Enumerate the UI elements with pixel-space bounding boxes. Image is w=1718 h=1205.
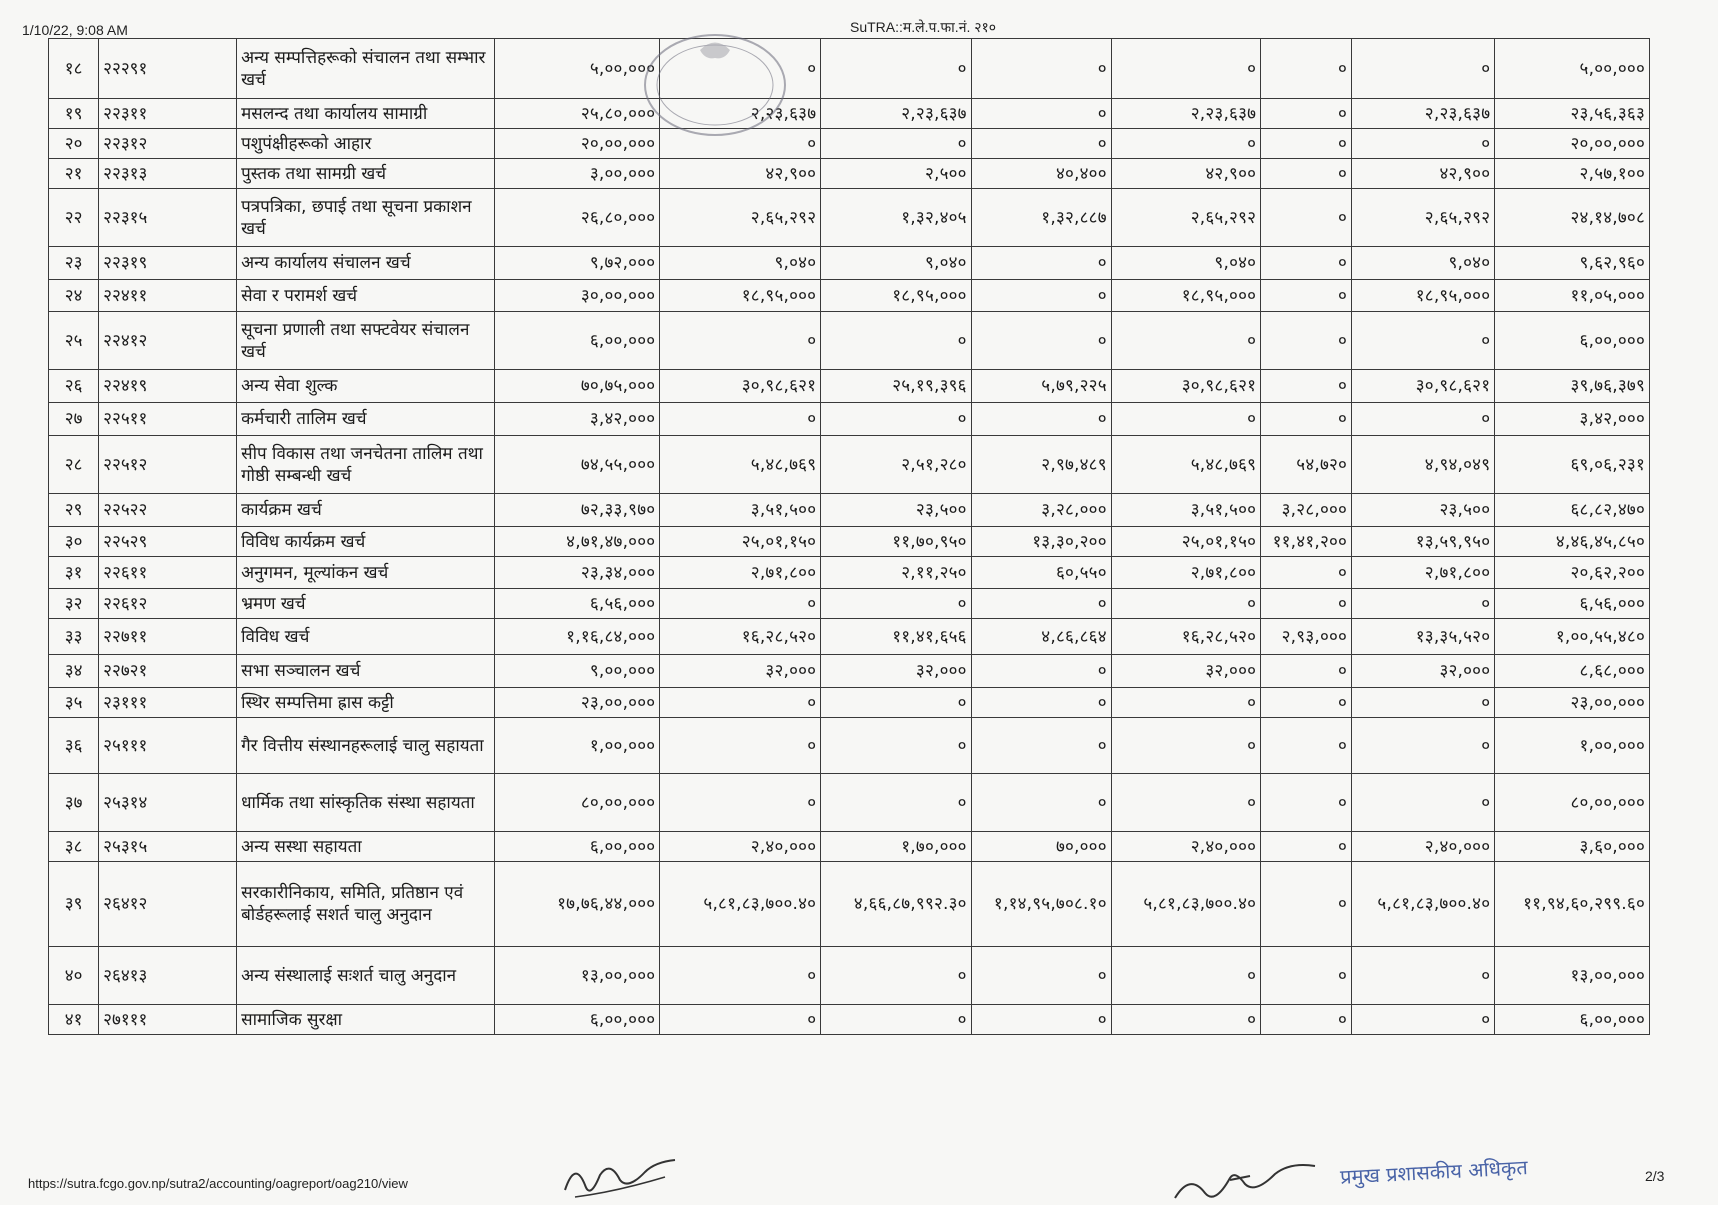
row-serial-number: ३४ — [49, 655, 99, 688]
amount-cell: २४,१४,७०८ — [1495, 189, 1650, 247]
amount-cell: ० — [821, 774, 971, 832]
amount-cell: ० — [1261, 557, 1352, 589]
amount-cell: ० — [660, 688, 821, 718]
amount-cell: ३०,९८,६२१ — [1111, 370, 1260, 403]
amount-cell: २,९३,००० — [1261, 619, 1352, 655]
amount-cell: २०,००,००० — [495, 129, 660, 159]
amount-cell: ५,४८,७६९ — [660, 436, 821, 494]
amount-cell: ४,६६,८७,९९२.३० — [821, 862, 971, 947]
source-url: https://sutra.fcgo.gov.np/sutra2/accounting/oagreport/oag210/view — [28, 1176, 408, 1191]
budget-code: २२४११ — [99, 280, 237, 312]
amount-cell: १३,३०,२०० — [971, 527, 1111, 557]
expense-heading: कार्यक्रम खर्च — [237, 494, 495, 527]
amount-cell: ३,२८,००० — [971, 494, 1111, 527]
amount-cell: २,५७,१०० — [1495, 159, 1650, 189]
row-serial-number: ३३ — [49, 619, 99, 655]
amount-cell: १७,७६,४४,००० — [495, 862, 660, 947]
table-row — [49, 619, 1650, 655]
budget-code: २७१११ — [99, 1005, 237, 1035]
amount-cell: २,७१,८०० — [660, 557, 821, 589]
amount-cell: ० — [1261, 774, 1352, 832]
table-row — [49, 370, 1650, 403]
row-serial-number: ३९ — [49, 862, 99, 947]
amount-cell: ० — [660, 403, 821, 436]
table-row — [49, 247, 1650, 280]
amount-cell: १३,५९,९५० — [1352, 527, 1495, 557]
budget-code: २२५२९ — [99, 527, 237, 557]
table-row — [49, 718, 1650, 774]
amount-cell: ० — [971, 99, 1111, 129]
expense-heading: अन्य कार्यालय संचालन खर्च — [237, 247, 495, 280]
amount-cell: ५,८१,८३,७००.४० — [1111, 862, 1260, 947]
amount-cell: २,६५,२९२ — [1352, 189, 1495, 247]
amount-cell: २५,८०,००० — [495, 99, 660, 129]
row-serial-number: २९ — [49, 494, 99, 527]
amount-cell: १,१६,८४,००० — [495, 619, 660, 655]
budget-code: २२३१५ — [99, 189, 237, 247]
row-serial-number: २७ — [49, 403, 99, 436]
table-row — [49, 39, 1650, 99]
amount-cell: ० — [821, 947, 971, 1005]
amount-cell: ३,५१,५०० — [1111, 494, 1260, 527]
row-serial-number: १८ — [49, 39, 99, 99]
amount-cell: ० — [1261, 159, 1352, 189]
amount-cell: ० — [971, 718, 1111, 774]
row-serial-number: २३ — [49, 247, 99, 280]
amount-cell: २,११,२५० — [821, 557, 971, 589]
amount-cell: ३,४२,००० — [1495, 403, 1650, 436]
amount-cell: ७२,३३,९७० — [495, 494, 660, 527]
amount-cell: ० — [1261, 1005, 1352, 1035]
budget-code: २२५२२ — [99, 494, 237, 527]
expense-heading: मसलन्द तथा कार्यालय सामाग्री — [237, 99, 495, 129]
amount-cell: २३,००,००० — [1495, 688, 1650, 718]
expense-heading: विविध कार्यक्रम खर्च — [237, 527, 495, 557]
amount-cell: ५,८१,८३,७००.४० — [660, 862, 821, 947]
amount-cell: ० — [971, 280, 1111, 312]
amount-cell: ० — [660, 1005, 821, 1035]
amount-cell: ४,७१,४७,००० — [495, 527, 660, 557]
amount-cell: ९,०४० — [1111, 247, 1260, 280]
amount-cell: १८,९५,००० — [821, 280, 971, 312]
amount-cell: ५,८१,८३,७००.४० — [1352, 862, 1495, 947]
table-row — [49, 280, 1650, 312]
amount-cell: ० — [821, 688, 971, 718]
row-serial-number: ३८ — [49, 832, 99, 862]
amount-cell: २३,५०० — [1352, 494, 1495, 527]
amount-cell: ० — [821, 39, 971, 99]
amount-cell: ० — [971, 39, 1111, 99]
row-serial-number: ३६ — [49, 718, 99, 774]
row-serial-number: ३२ — [49, 589, 99, 619]
expense-heading: सभा सञ्चालन खर्च — [237, 655, 495, 688]
amount-cell: ० — [821, 1005, 971, 1035]
row-serial-number: ३५ — [49, 688, 99, 718]
amount-cell: ३२,००० — [821, 655, 971, 688]
amount-cell: ० — [971, 312, 1111, 370]
table-body — [49, 39, 1650, 1035]
amount-cell: ९,७२,००० — [495, 247, 660, 280]
table-row — [49, 527, 1650, 557]
amount-cell: ४,९४,०४९ — [1352, 436, 1495, 494]
amount-cell: ० — [1261, 39, 1352, 99]
amount-cell: २,४०,००० — [660, 832, 821, 862]
amount-cell: ० — [1352, 403, 1495, 436]
amount-cell: १८,९५,००० — [1352, 280, 1495, 312]
expense-heading: सूचना प्रणाली तथा सफ्टवेयर संचालन खर्च — [237, 312, 495, 370]
amount-cell: १,३२,४०५ — [821, 189, 971, 247]
table-row — [49, 159, 1650, 189]
amount-cell: ३,६०,००० — [1495, 832, 1650, 862]
amount-cell: २५,१९,३९६ — [821, 370, 971, 403]
amount-cell: ६,००,००० — [495, 832, 660, 862]
row-serial-number: २५ — [49, 312, 99, 370]
amount-cell: ० — [971, 589, 1111, 619]
row-serial-number: २४ — [49, 280, 99, 312]
amount-cell: ४,४६,४५,८५० — [1495, 527, 1650, 557]
row-serial-number: ३७ — [49, 774, 99, 832]
page-number: 2/3 — [1645, 1168, 1665, 1184]
amount-cell: ६,००,००० — [495, 1005, 660, 1035]
amount-cell: ४२,९०० — [1111, 159, 1260, 189]
row-serial-number: २८ — [49, 436, 99, 494]
expense-heading: पत्रपत्रिका, छपाई तथा सूचना प्रकाशन खर्च — [237, 189, 495, 247]
amount-cell: १,७०,००० — [821, 832, 971, 862]
amount-cell: ३०,९८,६२१ — [1352, 370, 1495, 403]
amount-cell: ० — [1352, 947, 1495, 1005]
amount-cell: ० — [1261, 655, 1352, 688]
expenditure-table — [48, 38, 1650, 1035]
amount-cell: ० — [1352, 1005, 1495, 1035]
amount-cell: ० — [660, 774, 821, 832]
amount-cell: ८०,००,००० — [1495, 774, 1650, 832]
amount-cell: ६,००,००० — [1495, 312, 1650, 370]
amount-cell: २,६५,२९२ — [660, 189, 821, 247]
amount-cell: २,२३,६३७ — [821, 99, 971, 129]
amount-cell: २,४०,००० — [1352, 832, 1495, 862]
amount-cell: ० — [971, 1005, 1111, 1035]
amount-cell: ९,०४० — [1352, 247, 1495, 280]
row-serial-number: २१ — [49, 159, 99, 189]
amount-cell: ० — [971, 655, 1111, 688]
amount-cell: ० — [1261, 688, 1352, 718]
amount-cell: ० — [1111, 718, 1260, 774]
expense-heading: भ्रमण खर्च — [237, 589, 495, 619]
budget-code: २५१११ — [99, 718, 237, 774]
amount-cell: ० — [971, 247, 1111, 280]
budget-code: २२४१९ — [99, 370, 237, 403]
amount-cell: ० — [821, 129, 971, 159]
amount-cell: ११,९४,६०,२९९.६० — [1495, 862, 1650, 947]
amount-cell: ० — [1111, 39, 1260, 99]
table-row — [49, 99, 1650, 129]
amount-cell: ८०,००,००० — [495, 774, 660, 832]
amount-cell: ७०,००० — [971, 832, 1111, 862]
amount-cell: १,००,००० — [1495, 718, 1650, 774]
amount-cell: ० — [1352, 39, 1495, 99]
amount-cell: २,२३,६३७ — [1111, 99, 1260, 129]
amount-cell: ३९,७६,३७९ — [1495, 370, 1650, 403]
amount-cell: ५,४८,७६९ — [1111, 436, 1260, 494]
amount-cell: ३,४२,००० — [495, 403, 660, 436]
budget-code: २२६११ — [99, 557, 237, 589]
amount-cell: २३,५६,३६३ — [1495, 99, 1650, 129]
amount-cell: ० — [1261, 589, 1352, 619]
budget-code: २६४१३ — [99, 947, 237, 1005]
amount-cell: २६,८०,००० — [495, 189, 660, 247]
expense-heading: कर्मचारी तालिम खर्च — [237, 403, 495, 436]
amount-cell: ९,००,००० — [495, 655, 660, 688]
budget-code: २२७२१ — [99, 655, 237, 688]
signature-right — [1170, 1160, 1350, 1205]
amount-cell: २३,३४,००० — [495, 557, 660, 589]
amount-cell: ० — [971, 688, 1111, 718]
amount-cell: ११,४१,६५६ — [821, 619, 971, 655]
amount-cell: २३,५०० — [821, 494, 971, 527]
table-row — [49, 947, 1650, 1005]
amount-cell: २,२३,६३७ — [1352, 99, 1495, 129]
expense-heading: पुस्तक तथा सामग्री खर्च — [237, 159, 495, 189]
amount-cell: ० — [1261, 718, 1352, 774]
amount-cell: ११,४१,२०० — [1261, 527, 1352, 557]
amount-cell: ० — [1261, 129, 1352, 159]
amount-cell: ० — [660, 39, 821, 99]
amount-cell: २५,०१,१५० — [1111, 527, 1260, 557]
amount-cell: ० — [1111, 774, 1260, 832]
amount-cell: ० — [1352, 312, 1495, 370]
amount-cell: १,१४,९५,७०८.१० — [971, 862, 1111, 947]
amount-cell: २,५१,२८० — [821, 436, 971, 494]
amount-cell: ६,५६,००० — [495, 589, 660, 619]
row-serial-number: २० — [49, 129, 99, 159]
amount-cell: ३२,००० — [1352, 655, 1495, 688]
amount-cell: ६,५६,००० — [1495, 589, 1650, 619]
budget-code: २२३१९ — [99, 247, 237, 280]
amount-cell: ० — [660, 718, 821, 774]
table-row — [49, 862, 1650, 947]
budget-code: २२३११ — [99, 99, 237, 129]
amount-cell: ० — [1261, 403, 1352, 436]
table-row — [49, 189, 1650, 247]
amount-cell: ३,५१,५०० — [660, 494, 821, 527]
amount-cell: १,३२,८८७ — [971, 189, 1111, 247]
amount-cell: ० — [1261, 99, 1352, 129]
amount-cell: १६,२८,५२० — [1111, 619, 1260, 655]
amount-cell: २,७१,८०० — [1352, 557, 1495, 589]
amount-cell: १३,३५,५२० — [1352, 619, 1495, 655]
amount-cell: ६,००,००० — [1495, 1005, 1650, 1035]
amount-cell: २,६५,२९२ — [1111, 189, 1260, 247]
row-serial-number: ४० — [49, 947, 99, 1005]
amount-cell: ० — [821, 589, 971, 619]
amount-cell: ० — [971, 129, 1111, 159]
amount-cell: १३,००,००० — [495, 947, 660, 1005]
amount-cell: ७०,७५,००० — [495, 370, 660, 403]
expense-heading: स्थिर सम्पत्तिमा ह्रास कट्टी — [237, 688, 495, 718]
amount-cell: ० — [821, 403, 971, 436]
amount-cell: ० — [1111, 688, 1260, 718]
print-datetime: 1/10/22, 9:08 AM — [22, 22, 128, 38]
row-serial-number: २६ — [49, 370, 99, 403]
expense-heading: विविध खर्च — [237, 619, 495, 655]
budget-code: २२५११ — [99, 403, 237, 436]
amount-cell: ३०,९८,६२१ — [660, 370, 821, 403]
table-row — [49, 688, 1650, 718]
amount-cell: १३,००,००० — [1495, 947, 1650, 1005]
amount-cell: २०,००,००० — [1495, 129, 1650, 159]
row-serial-number: ४१ — [49, 1005, 99, 1035]
amount-cell: ५,७९,२२५ — [971, 370, 1111, 403]
amount-cell: ० — [1111, 129, 1260, 159]
amount-cell: ० — [821, 718, 971, 774]
amount-cell: ० — [1352, 774, 1495, 832]
amount-cell: ० — [1352, 129, 1495, 159]
budget-code: २६४१२ — [99, 862, 237, 947]
amount-cell: ० — [1261, 862, 1352, 947]
amount-cell: १,००,५५,४८० — [1495, 619, 1650, 655]
budget-code: २२५१२ — [99, 436, 237, 494]
amount-cell: ० — [1261, 189, 1352, 247]
table-row — [49, 1005, 1650, 1035]
amount-cell: ० — [1261, 370, 1352, 403]
amount-cell: ० — [660, 947, 821, 1005]
amount-cell: ० — [660, 312, 821, 370]
amount-cell: ९,०४० — [660, 247, 821, 280]
amount-cell: ० — [1261, 832, 1352, 862]
amount-cell: ० — [1261, 280, 1352, 312]
budget-code: २३१११ — [99, 688, 237, 718]
expense-heading: अनुगमन, मूल्यांकन खर्च — [237, 557, 495, 589]
amount-cell: ३२,००० — [660, 655, 821, 688]
amount-cell: २,७१,८०० — [1111, 557, 1260, 589]
budget-code: २२३१२ — [99, 129, 237, 159]
amount-cell: ३,२८,००० — [1261, 494, 1352, 527]
expense-heading: अन्य सम्पत्तिहरूको संचालन तथा सम्भार खर्च — [237, 39, 495, 99]
amount-cell: ४२,९०० — [660, 159, 821, 189]
amount-cell: ० — [660, 589, 821, 619]
amount-cell: १६,२८,५२० — [660, 619, 821, 655]
row-serial-number: १९ — [49, 99, 99, 129]
table-row — [49, 129, 1650, 159]
amount-cell: ५,००,००० — [495, 39, 660, 99]
amount-cell: ६९,०६,२३१ — [1495, 436, 1650, 494]
amount-cell: १,००,००० — [495, 718, 660, 774]
amount-cell: ० — [1111, 1005, 1260, 1035]
officer-title-stamp: प्रमुख प्रशासकीय अधिकृत — [1339, 1155, 1529, 1189]
table-row — [49, 312, 1650, 370]
amount-cell: ० — [1111, 403, 1260, 436]
table-row — [49, 557, 1650, 589]
amount-cell: ० — [971, 774, 1111, 832]
amount-cell: ३०,००,००० — [495, 280, 660, 312]
budget-code: २२३१३ — [99, 159, 237, 189]
table-row — [49, 774, 1650, 832]
amount-cell: ० — [1111, 589, 1260, 619]
form-title: SuTRA::म.ले.प.फा.नं. २१० — [850, 19, 997, 35]
amount-cell: ० — [1261, 312, 1352, 370]
budget-code: २२७११ — [99, 619, 237, 655]
amount-cell: २३,००,००० — [495, 688, 660, 718]
budget-code: २५३१५ — [99, 832, 237, 862]
amount-cell: ० — [1261, 247, 1352, 280]
table-row — [49, 589, 1650, 619]
row-serial-number: ३१ — [49, 557, 99, 589]
amount-cell: ० — [660, 129, 821, 159]
expense-heading: सरकारीनिकाय, समिति, प्रतिष्ठान एवं बोर्डहरूलाई सशर्त चालु अनुदान — [237, 862, 495, 947]
table-row — [49, 403, 1650, 436]
table-row — [49, 832, 1650, 862]
amount-cell: २,५०० — [821, 159, 971, 189]
amount-cell: ६,००,००० — [495, 312, 660, 370]
table-row — [49, 436, 1650, 494]
amount-cell: ३२,००० — [1111, 655, 1260, 688]
expense-heading: अन्य सस्था सहायता — [237, 832, 495, 862]
amount-cell: ० — [1111, 312, 1260, 370]
amount-cell: ११,०५,००० — [1495, 280, 1650, 312]
expense-heading: पशुपंक्षीहरूको आहार — [237, 129, 495, 159]
budget-code: २२२९१ — [99, 39, 237, 99]
amount-cell: ८,६८,००० — [1495, 655, 1650, 688]
budget-code: २२६१२ — [99, 589, 237, 619]
amount-cell: १८,९५,००० — [1111, 280, 1260, 312]
amount-cell: ९,६२,९६० — [1495, 247, 1650, 280]
expense-heading: सीप विकास तथा जनचेतना तालिम तथा गोष्ठी सम्बन्धी खर्च — [237, 436, 495, 494]
amount-cell: ० — [1352, 688, 1495, 718]
amount-cell: २०,६२,२०० — [1495, 557, 1650, 589]
amount-cell: ० — [1111, 947, 1260, 1005]
amount-cell: ० — [1352, 589, 1495, 619]
expense-heading: अन्य सेवा शुल्क — [237, 370, 495, 403]
expense-heading: गैर वित्तीय संस्थानहरूलाई चालु सहायता — [237, 718, 495, 774]
amount-cell: ५४,७२० — [1261, 436, 1352, 494]
expense-heading: सामाजिक सुरक्षा — [237, 1005, 495, 1035]
amount-cell: ६०,५५० — [971, 557, 1111, 589]
amount-cell: ० — [1261, 947, 1352, 1005]
row-serial-number: २२ — [49, 189, 99, 247]
expense-heading: सेवा र परामर्श खर्च — [237, 280, 495, 312]
amount-cell: ५,००,००० — [1495, 39, 1650, 99]
amount-cell: ४२,९०० — [1352, 159, 1495, 189]
signature-left — [560, 1155, 700, 1205]
amount-cell: ४,८६,८६४ — [971, 619, 1111, 655]
amount-cell: २५,०१,१५० — [660, 527, 821, 557]
row-serial-number: ३० — [49, 527, 99, 557]
budget-code: २२४१२ — [99, 312, 237, 370]
amount-cell: ० — [971, 947, 1111, 1005]
amount-cell: २,९७,४८९ — [971, 436, 1111, 494]
budget-code: २५३१४ — [99, 774, 237, 832]
amount-cell: ३,००,००० — [495, 159, 660, 189]
amount-cell: ७४,५५,००० — [495, 436, 660, 494]
amount-cell: १८,९५,००० — [660, 280, 821, 312]
amount-cell: ४०,४०० — [971, 159, 1111, 189]
amount-cell: ११,७०,९५० — [821, 527, 971, 557]
amount-cell: ९,०४० — [821, 247, 971, 280]
amount-cell: ० — [971, 403, 1111, 436]
expense-heading: धार्मिक तथा सांस्कृतिक संस्था सहायता — [237, 774, 495, 832]
amount-cell: २,२३,६३७ — [660, 99, 821, 129]
amount-cell: ६८,८२,४७० — [1495, 494, 1650, 527]
amount-cell: ० — [1352, 718, 1495, 774]
expense-heading: अन्य संस्थालाई सःशर्त चालु अनुदान — [237, 947, 495, 1005]
amount-cell: ० — [821, 312, 971, 370]
table-row — [49, 494, 1650, 527]
table-row — [49, 655, 1650, 688]
amount-cell: २,४०,००० — [1111, 832, 1260, 862]
